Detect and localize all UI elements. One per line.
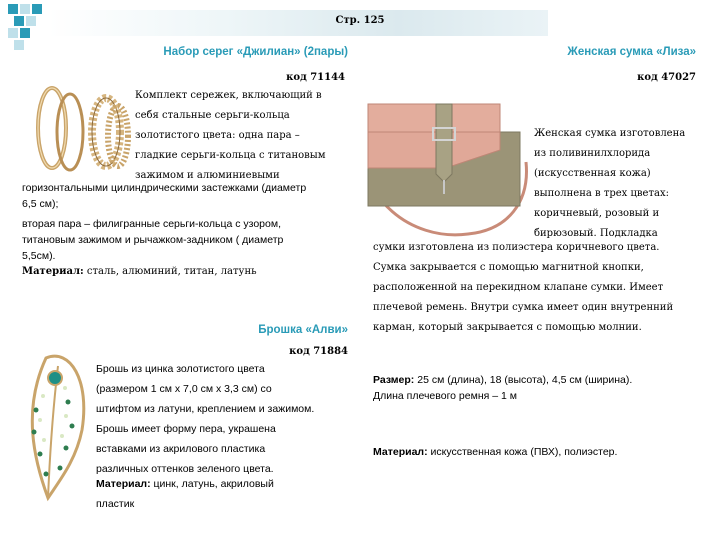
- earrings-wide-line-2: 6,5 см);: [22, 198, 59, 210]
- brooch-line-5: вставками из акрилового пластика: [96, 443, 266, 455]
- earrings-wide-line-4: титановым зажимом и рычажком-задником ( диаметр: [22, 234, 284, 246]
- bag-line-1: Женская сумка изготовлена: [534, 128, 686, 139]
- brooch-line-4: Брошь имеет форму пера, украшена: [96, 423, 276, 435]
- bag-line-5: коричневый, розовый и: [534, 208, 660, 219]
- bag-size-value: 25 см (длина), 18 (высота), 4,5 см (ширина).: [414, 374, 633, 386]
- bag-line-6: бирюзовый. Подкладка: [534, 228, 658, 239]
- earrings-material-value: сталь, алюминий, титан, латунь: [83, 266, 257, 277]
- bag-line-2: из поливинилхлорида: [534, 148, 651, 159]
- earrings-line-4: гладкие серьги-кольца с титановым: [135, 150, 326, 161]
- earrings-line-2: себя стальные серьги-кольца: [135, 110, 290, 121]
- brooch-line-1: Брошь из цинка золотистого цвета: [96, 363, 265, 375]
- brooch-line-3: штифтом из латуни, креплением и зажимом.: [96, 403, 315, 415]
- bag-wide-line-4: плечевой ремень. Внутри сумка имеет один внутренний: [373, 302, 674, 313]
- earrings-material-label: Материал:: [22, 266, 84, 277]
- bag-image: [348, 92, 534, 240]
- brooch-image: [10, 340, 95, 505]
- brooch-material-line-2: пластик: [96, 498, 135, 510]
- earrings-title: Набор серег «Джилиан» (2пары): [163, 46, 348, 58]
- earrings-code: код 71144: [286, 72, 345, 83]
- brooch-title: Брошка «Алви»: [258, 324, 348, 336]
- header-bar: [48, 10, 548, 36]
- brooch-material: [96, 476, 274, 492]
- bag-line-4: выполнена в трех цветах:: [534, 188, 669, 199]
- bag-material-value: искусственная кожа (ПВХ), полиэстер.: [427, 446, 618, 458]
- bag-code: код 47027: [637, 72, 696, 83]
- earrings-line-5: зажимом и алюминиевыми: [135, 170, 280, 181]
- bag-size-label: Размер:: [373, 374, 415, 386]
- earrings-line-3: золотистого цвета: одна пара –: [135, 130, 300, 141]
- bag-size: [373, 372, 632, 388]
- earrings-line-1: Комплект сережек, включающий в: [135, 90, 322, 101]
- earrings-image: [22, 80, 132, 180]
- earrings-wide-line-1: горизонтальными цилиндрическими застежками (диаметр: [22, 182, 307, 194]
- brooch-material-value: цинк, латунь, акриловый: [150, 478, 274, 490]
- earrings-wide-line-3: вторая пара – филигранные серьги-кольца с узором,: [22, 218, 281, 230]
- bag-size-line-2: Длина плечевого ремня – 1 м: [373, 390, 517, 402]
- bag-material-label: Материал:: [373, 446, 428, 458]
- bag-line-3: (искусственная кожа): [534, 168, 651, 179]
- page-number: Стр. 125: [335, 15, 385, 26]
- bag-wide-line-2: Сумка закрывается с помощью магнитной кнопки,: [373, 262, 644, 273]
- bag-wide-line-5: карман, который закрывается с помощью молнии.: [373, 322, 642, 333]
- brooch-line-6: различных оттенков зеленого цвета.: [96, 463, 274, 475]
- brooch-code: код 71884: [289, 346, 348, 357]
- earrings-material: [22, 262, 257, 282]
- bag-wide-line-1: сумки изготовлена из полиэстера коричневого цвета.: [373, 242, 660, 253]
- brooch-line-2: (размером 1 см х 7,0 см х 3,3 см) со: [96, 383, 272, 395]
- earrings-wide-line-5: 5,5см).: [22, 250, 56, 262]
- bag-wide-line-3: расположенной на перекидном клапане сумки. Имеет: [373, 282, 664, 293]
- bag-material: [373, 444, 617, 460]
- bag-title: Женская сумка «Лиза»: [567, 46, 696, 58]
- brooch-material-label: Материал:: [96, 478, 151, 490]
